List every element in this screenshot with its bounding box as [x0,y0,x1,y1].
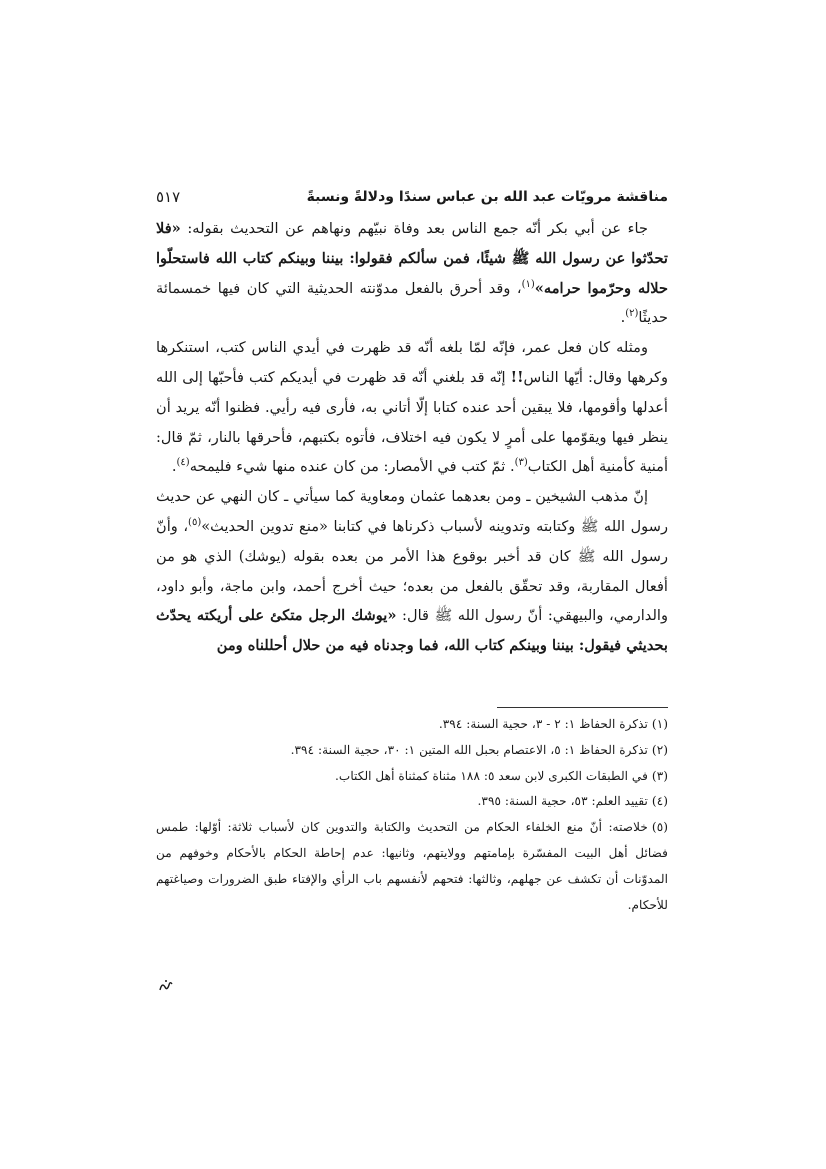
footnote-text: تقييد العلم: ٥٣، حجية السنة: ٣٩٥. [477,794,648,809]
footnote-4 [156,789,668,815]
footnote-number: (٣) [651,768,668,783]
footnote-ref-3[interactable]: (٣) [514,457,528,469]
text-segment: . [620,309,626,327]
footnote-3 [156,764,668,790]
text-segment: جاء عن أبي بكر أنّه جمع الناس بعد وفاة نبيّهم ونهاهم عن التحديث بقوله: [180,220,648,237]
footnote-2 [156,738,668,764]
footnote-number: (٢) [651,742,668,757]
text-segment: إنّه قد بلغني أنّه قد ظهرت في أيديكم كتب فأحبّها إلى الله أعدلها وأقومها، فلا يبقين أحد عنده كتابا إلّا أتاني به، فأرى فيه رأيي. فظنوا أنّه يريد أن ينظر فيها ويقوّمها على أمرٍ لا يكون فيه اختلاف، فأتوه بكتبهم، فأحرقها بالنار، ثمّ قال: أمنية كأمنية أهل الكتاب [156,368,668,476]
end-ornament-icon [156,976,176,996]
exclamation: !! [510,368,524,386]
footnote-text: تذكرة الحفاظ ١: ٢ - ٣، حجية السنة: ٣٩٤. [438,717,648,731]
hadith-quote: «يوشك الرجل متكئ على أريكته يحدّث بحديثي فيقول: بيننا وبينكم كتاب الله، فما وجدناه فيه من حلال أحللناه ومن [156,607,668,655]
footnote-text: في الطبقات الكبرى لابن سعد ٥: ١٨٨ مثناة كمثناة أهل الكتاب. [334,768,648,783]
footnote-number: (١) [651,717,668,731]
text-segment: . [171,458,177,476]
text-segment: إنّ مذهب الشيخين ـ ومن بعدهما عثمان ومعاوية كما سيأتي ـ كان النهي عن حديث رسول الله ﷺ وكتابته وتدوينه لأسباب ذكرناها في كتابنا «منع تدوين الحديث» [156,488,669,535]
paragraph-2 [156,333,668,482]
text-segment: ، وقد أحرق بالفعل مدوّنته الحديثية التي كان فيها خمسمائة حديثًا [156,279,668,327]
footnotes [156,712,668,918]
footnote-1 [156,712,668,738]
footnote-ref-5[interactable]: (٥) [188,517,202,529]
main-text [156,214,668,661]
running-header [156,183,668,211]
footnote-divider [497,707,668,708]
footnote-ref-1[interactable]: (١) [521,278,535,290]
page-number: ٥١٧ [156,188,181,206]
text-segment: . ثمّ كتب في الأمصار: من كان عنده منها شيء فليمحه [189,458,515,476]
text-segment: ومثله كان فعل عمر، فإنّه لمّا بلغه أنّه قد ظهرت في أيدي الناس كتب، استنكرها وكرهها وقال: أيّها الناس [156,339,668,386]
footnote-ref-4[interactable]: (٤) [176,457,190,469]
paragraph-3 [156,482,668,661]
footnote-ref-2[interactable]: (٢) [625,308,639,320]
footnote-text: تذكرة الحفاظ ١: ٥، الاعتصام بحبل الله المتين ١: ٣٠، حجية السنة: ٣٩٤. [290,742,648,757]
hadith-quote: «فلا تحدّثوا عن رسول الله ﷺ شيئًا، فمن سألكم فقولوا: بيننا وبينكم كتاب الله فاستحلّوا حلاله وحرّموا حرامه» [156,220,668,297]
footnote-5 [156,815,668,918]
footnote-number: (٤) [651,794,668,809]
footnote-number: (٥) [651,820,668,835]
header-title: مناقشة مرويّات عبد الله بن عباس سندًا ودلالةً ونسبةً [306,189,668,205]
paragraph-1 [156,214,668,333]
text-segment: ، وأنّ رسول الله ﷺ كان قد أخبر بوقوع هذا الأمر من بعده بقوله (يوشك) الذي هو من أفعال المقاربة، وقد تحقّق بالفعل من بعده؛ حيث أخرج أحمد، وابن ماجة، وأبو داود، والدارمي، والبيهقي: أنّ رسول الله ﷺ قال: [156,517,668,625]
footnote-text: خلاصته: أنّ منع الخلفاء الحكام من التحديث والكتابة والتدوين كان لأسباب ثلاثة: أوّلها: طمس فضائل أهل البيت المفسّرة بإمامتهم وولايتهم، وثانيها: عدم إحاطة الحكام بالأحكام وخوفهم من المدوّنات أن تكشف عن جهلهم، وثالثها: فتحهم لأنفسهم باب الرأي والإفتاء طبق الضرورات وصياغتهم للأحكام. [156,820,668,912]
